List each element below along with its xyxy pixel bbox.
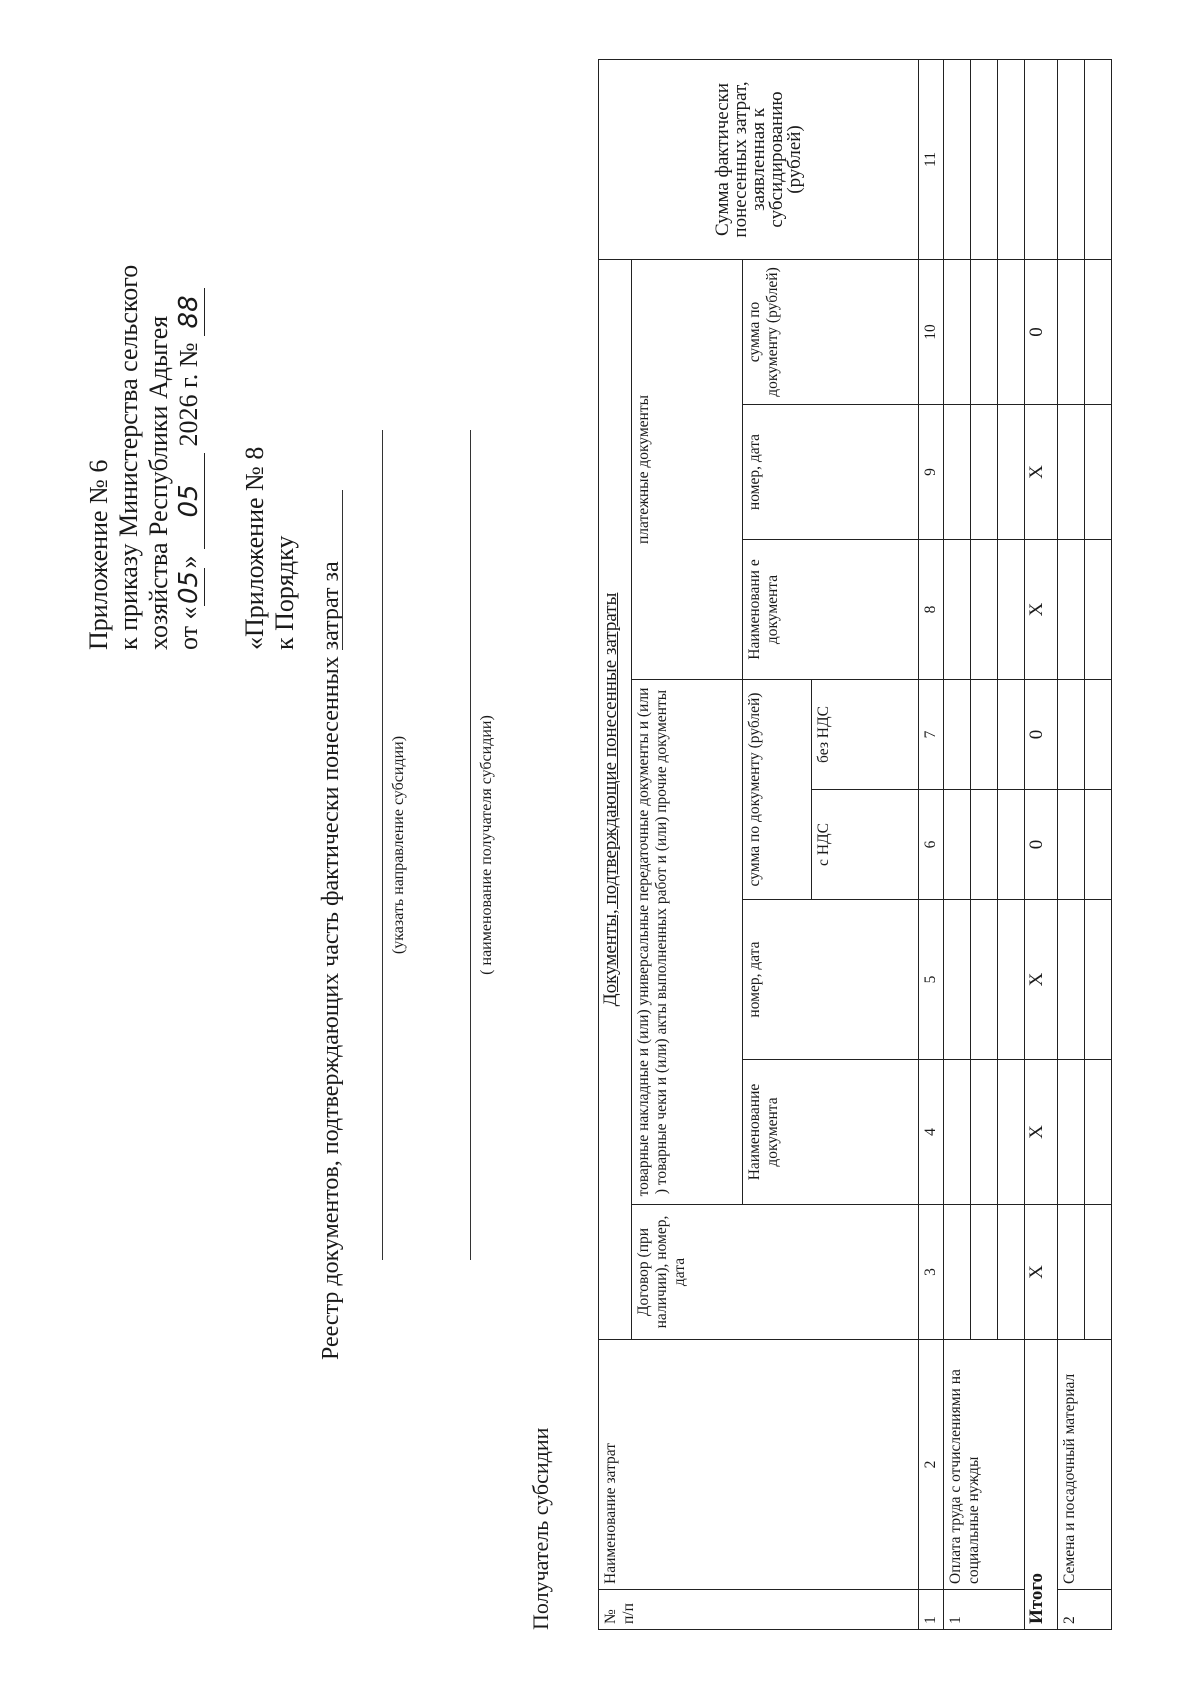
date-prefix: от « <box>174 606 203 650</box>
table-cell <box>998 405 1025 540</box>
table-cell <box>998 1060 1025 1205</box>
row1-no: 1 <box>944 1590 1025 1630</box>
to-procedure-label: к Порядку <box>270 535 299 650</box>
table-cell <box>971 790 998 900</box>
table-cell <box>944 1060 971 1205</box>
table-cell <box>1085 790 1112 900</box>
payment-group-header: платежные документы <box>632 259 743 679</box>
table-cell <box>1085 680 1112 790</box>
table-cell <box>1058 680 1085 790</box>
table-cell <box>998 790 1025 900</box>
total-label: Итого <box>1025 1340 1058 1630</box>
col-without-vat-header: без НДС <box>812 680 919 790</box>
table-row <box>944 59 971 1629</box>
invoices-group-header: товарные накладные и (или) универсальные передаточные документы и (или ) товарные чеки и (или) акты выполненных работ и (или) прочие документы <box>632 680 743 1205</box>
sum-doc-group-header: сумма по документу (рублей) <box>743 680 812 900</box>
table-cell <box>998 59 1025 259</box>
total-cell: 0 <box>1025 259 1058 404</box>
recipient-label: Получатель субсидии <box>528 1427 553 1630</box>
table-cell <box>971 259 998 404</box>
col-pay-doc-name-header: Наименовани е документа <box>743 540 919 680</box>
table-cell <box>971 680 998 790</box>
table-cell <box>944 59 971 259</box>
total-row <box>1025 59 1058 1629</box>
table-cell <box>944 680 971 790</box>
total-cell: Х <box>1025 540 1058 680</box>
col-number-cell: 1 <box>919 1590 944 1630</box>
appendix-6-label: Приложение № 6 <box>84 459 113 650</box>
table-cell <box>1085 900 1112 1060</box>
col-number-cell: 11 <box>919 59 944 259</box>
total-cell: Х <box>1025 1205 1058 1340</box>
table-cell <box>1058 405 1085 540</box>
table-cell <box>971 540 998 680</box>
col-number-cell: 8 <box>919 540 944 680</box>
table-cell <box>944 259 971 404</box>
table-cell <box>971 59 998 259</box>
table-cell <box>1058 259 1085 404</box>
table-cell <box>944 790 971 900</box>
table-cell <box>971 1205 998 1340</box>
order-date-line <box>174 288 205 650</box>
table-cell <box>998 900 1025 1060</box>
table-cell <box>1058 59 1085 259</box>
table-cell <box>971 405 998 540</box>
order-month: 05 <box>174 453 205 549</box>
row2-name: Семена и посадочный материал <box>1058 1340 1112 1590</box>
table-cell <box>944 405 971 540</box>
table-cell <box>998 259 1025 404</box>
table-cell <box>944 900 971 1060</box>
col-name-header: Наименование затрат <box>599 1340 919 1590</box>
col-number-cell: 10 <box>919 259 944 404</box>
table-cell <box>971 1060 998 1205</box>
order-number: 88 <box>174 288 205 336</box>
recipient-underline <box>470 430 471 1260</box>
table-cell <box>1085 405 1112 540</box>
table-cell <box>1058 1205 1085 1340</box>
column-numbers-row <box>919 59 944 1629</box>
order-line-2: хозяйства Республики Адыгея <box>144 315 173 650</box>
table-cell <box>1058 1060 1085 1205</box>
header-row-1 <box>599 59 632 1629</box>
total-cell <box>1025 59 1058 259</box>
table-cell <box>944 1205 971 1340</box>
total-cell: Х <box>1025 900 1058 1060</box>
table-cell <box>1085 259 1112 404</box>
table-cell <box>1058 540 1085 680</box>
docs-group-header: Документы, подтверждающие понесенные затраты <box>599 259 632 1339</box>
col-contract-header: Договор (при наличии), номер, дата <box>632 1205 919 1340</box>
col-number-cell: 4 <box>919 1060 944 1205</box>
col-total-header: Сумма фактически понесенных затрат, заявленная к субсидированию (рублей) <box>599 59 919 259</box>
total-cell: 0 <box>1025 680 1058 790</box>
order-line-1: к приказу Министерства сельского <box>114 264 143 650</box>
col-number-cell: 6 <box>919 790 944 900</box>
row1-name: Оплата труда с отчислениями на социальные нужды <box>944 1340 1025 1590</box>
col-number-cell: 7 <box>919 680 944 790</box>
total-cell: Х <box>1025 405 1058 540</box>
col-number-cell: 2 <box>919 1340 944 1590</box>
table-cell <box>998 540 1025 680</box>
direction-underline <box>382 430 383 1260</box>
table-cell <box>1085 1060 1112 1205</box>
col-no-header: № п/п <box>599 1590 919 1630</box>
table-cell <box>1085 540 1112 680</box>
col-number-cell: 3 <box>919 1205 944 1340</box>
total-cell: 0 <box>1025 790 1058 900</box>
total-cell: Х <box>1025 1060 1058 1205</box>
table-cell <box>1058 900 1085 1060</box>
col-pay-num-date-header: номер, дата <box>743 405 919 540</box>
register-table <box>598 59 1112 1630</box>
recipient-name-caption: ( наименование получателя субсидии) <box>478 715 495 975</box>
col-num-date-header: номер, дата <box>743 900 919 1060</box>
date-suffix: » <box>174 555 203 569</box>
register-title-text: Реестр документов, подтверждающих часть фактически понесенных затрат за <box>318 561 344 1360</box>
table-cell <box>971 900 998 1060</box>
order-day: 05 <box>174 568 205 606</box>
table-cell <box>1058 790 1085 900</box>
row2-no: 2 <box>1058 1590 1112 1630</box>
register-title <box>318 561 345 1360</box>
order-year: 2026 г. № <box>174 342 203 447</box>
col-pay-sum-header: сумма по документу (рублей) <box>743 259 919 404</box>
direction-caption: (указать направление субсидии) <box>390 735 407 955</box>
col-number-cell: 5 <box>919 900 944 1060</box>
table-cell <box>1085 59 1112 259</box>
table-cell <box>998 680 1025 790</box>
col-doc-name-header: Наименование документа <box>743 1060 919 1205</box>
table-cell <box>1085 1205 1112 1340</box>
table-row <box>1058 59 1085 1629</box>
period-underline <box>342 490 343 650</box>
col-number-cell: 9 <box>919 405 944 540</box>
col-with-vat-header: с НДС <box>812 790 919 900</box>
table-cell <box>998 1205 1025 1340</box>
appendix-8-label: «Приложение № 8 <box>240 446 269 650</box>
table-cell <box>944 540 971 680</box>
